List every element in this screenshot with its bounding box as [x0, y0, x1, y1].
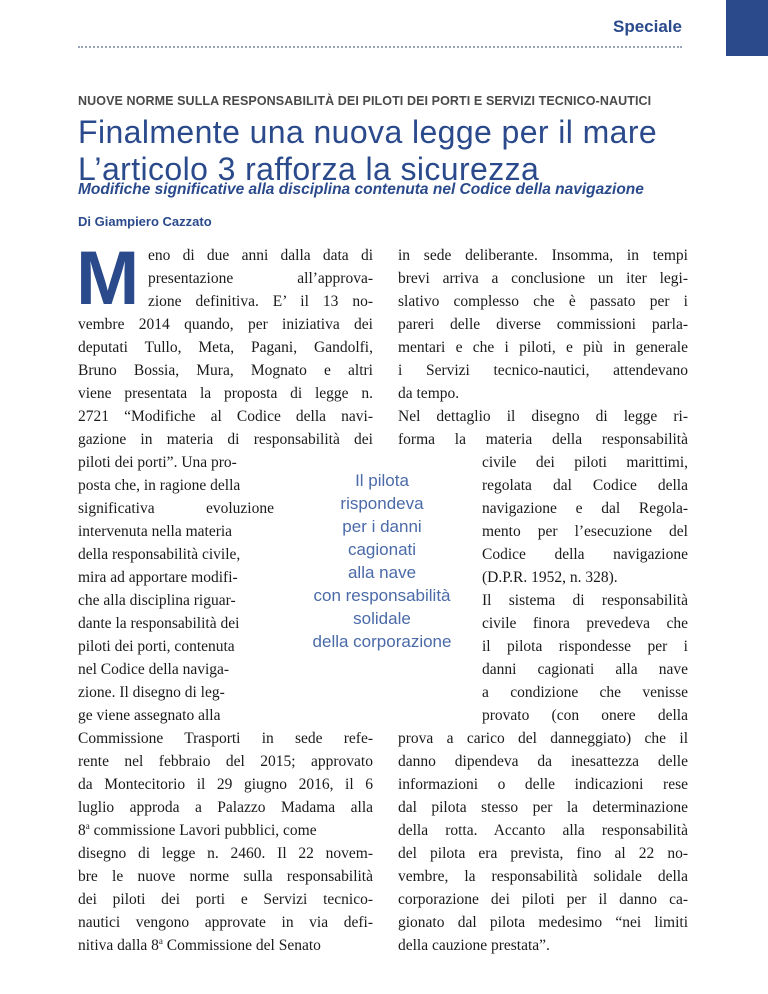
text-line: bre le nuove norme sulla responsabilità — [78, 868, 373, 885]
text-line: della rotta. Accanto alla responsabilità — [398, 822, 688, 839]
text-line: provato (con onere della — [482, 707, 688, 724]
text-line: Commissione Trasporti in sede refe- — [78, 730, 373, 747]
text-line: in sede deliberante. Insomma, in tempi — [398, 247, 688, 264]
text-line: zione. Il disegno di leg- — [78, 684, 225, 701]
ordinal-suffix: a — [158, 936, 163, 946]
text-fragment: Commissione del Senato — [162, 937, 321, 954]
text-line: pareri delle diverse commissioni parla- — [398, 316, 688, 333]
text-line: forma la materia della responsabilità — [398, 431, 688, 448]
text-line: slativo complesso che è passato per i — [398, 293, 688, 310]
article-kicker: NUOVE NORME SULLA RESPONSABILITÀ DEI PILOTI DEI PORTI E SERVIZI TECNICO-NAUTICI — [78, 94, 652, 108]
text-line: danni cagionati alla nave — [482, 661, 688, 678]
text-line: dei piloti dei porti e Servizi tecnico- — [78, 891, 373, 908]
pull-quote-line: rispondeva — [340, 494, 424, 513]
text-line: zione definitiva. E’ il 13 no- — [148, 293, 373, 310]
text-line: (D.P.R. 1952, n. 328). — [482, 569, 618, 586]
text-line: presentazione all’approva- — [148, 270, 373, 287]
ordinal-number: 8 — [78, 822, 86, 839]
text-line: della responsabilità civile, — [78, 546, 241, 563]
pull-quote-line: della corporazione — [312, 632, 452, 651]
text-line: piloti dei porti”. Una pro- — [78, 454, 237, 471]
article-subtitle: Modifiche significative alla disciplina contenuta nel Codice della navigazione — [78, 181, 644, 198]
text-line: disegno di legge n. 2460. Il 22 novem- — [78, 845, 373, 862]
text-line: ge viene assegnato alla — [78, 707, 221, 724]
text-line: significativa evoluzione — [78, 500, 274, 517]
text-fragment: commissione Lavori pubblici, come — [89, 822, 317, 839]
pull-quote-line: solidale — [353, 609, 411, 628]
text-line: danno dipendeva da inesattezza delle — [398, 753, 688, 770]
text-line: informazioni o delle indicazioni rese — [398, 776, 688, 793]
text-line: navigazione e dal Regola- — [482, 500, 688, 517]
pull-quote-line: per i danni — [342, 517, 422, 536]
text-line: dante la responsabilità dei — [78, 615, 240, 632]
text-line: che alla disciplina riguar- — [78, 592, 236, 609]
text-line: posta che, in ragione della — [78, 477, 241, 494]
section-color-tab — [726, 0, 768, 56]
text-line: corporazione dei piloti per il danno ca- — [398, 891, 688, 908]
text-line — [78, 819, 317, 842]
article-byline: Di Giampiero Cazzato — [78, 214, 212, 229]
text-line: i Servizi tecnico-nautici, attendevano — [398, 362, 688, 379]
dotted-divider — [78, 46, 682, 48]
pull-quote-line: alla nave — [347, 563, 417, 582]
text-line: dal pilota stesso per la determinazione — [398, 799, 688, 816]
text-line: Nel dettaglio il disegno di legge ri- — [398, 408, 688, 425]
drop-cap: M — [76, 236, 140, 321]
text-line: prova a carico del danneggiato) che il — [398, 730, 688, 747]
text-line — [78, 934, 321, 957]
text-line: piloti dei porti, contenuta — [78, 638, 235, 655]
text-line: viene presentata la proposta di legge n. — [78, 385, 373, 402]
text-line: mira ad apportare modifi- — [78, 569, 238, 586]
text-line: rente nel febbraio del 2015; approvato — [78, 753, 373, 770]
ordinal-suffix: a — [85, 821, 90, 831]
text-line: a condizione che venisse — [482, 684, 688, 701]
text-line: brevi arriva a conclusione un iter legi- — [398, 270, 688, 287]
text-line: mento per l’esecuzione del — [482, 523, 688, 540]
pull-quote-line: con responsabilità — [313, 586, 451, 605]
pull-quote-line: cagionati — [347, 540, 417, 559]
text-line: Il sistema di responsabilità — [482, 592, 688, 609]
text-line: il pilota rispondesse per i — [482, 638, 688, 655]
article-headline — [78, 114, 657, 188]
pull-quote-line: Il pilota — [355, 471, 409, 490]
section-label: Speciale — [613, 17, 682, 36]
text-line: Bruno Bossia, Mura, Mognato e altri — [78, 362, 373, 379]
text-line: luglio approda a Palazzo Madama alla — [78, 799, 373, 816]
text-line: nautici vengono approvate in via defi- — [78, 914, 373, 931]
text-line: civile finora prevedeva che — [482, 615, 688, 632]
headline-line-2: L’articolo 3 rafforza la sicurezza — [78, 151, 540, 187]
text-line: mentari e che i piloti, e più in generale — [398, 339, 688, 356]
text-line: vembre, la responsabilità solidale della — [398, 868, 688, 885]
text-line: regolata dal Codice della — [482, 477, 688, 494]
text-line: deputati Tullo, Meta, Pagani, Gandolfi, — [78, 339, 373, 356]
text-line: da tempo. — [398, 385, 460, 402]
text-line: Codice della navigazione — [482, 546, 688, 563]
text-line: nel Codice della naviga- — [78, 661, 230, 678]
text-line: vembre 2014 quando, per iniziativa dei — [78, 316, 373, 333]
text-line: gionato dal pilota medesimo “nei limiti — [398, 914, 688, 931]
text-line: gazione in materia di responsabilità dei — [78, 431, 373, 448]
text-line: civile dei piloti marittimi, — [482, 454, 688, 471]
text-line: intervenuta nella materia — [78, 523, 233, 540]
text-line: da Montecitorio il 29 giugno 2016, il 6 — [78, 776, 373, 793]
text-line: eno di due anni dalla data di — [148, 247, 373, 264]
text-line: della cauzione prestata”. — [398, 937, 550, 954]
pull-quote — [282, 469, 482, 653]
text-line: 2721 “Modifiche al Codice della navi- — [78, 408, 373, 425]
headline-line-1: Finalmente una nuova legge per il mare — [78, 114, 658, 150]
text-fragment: nitiva dalla 8 — [78, 937, 159, 954]
text-line: del pilota era prevista, fino al 22 no- — [398, 845, 688, 862]
